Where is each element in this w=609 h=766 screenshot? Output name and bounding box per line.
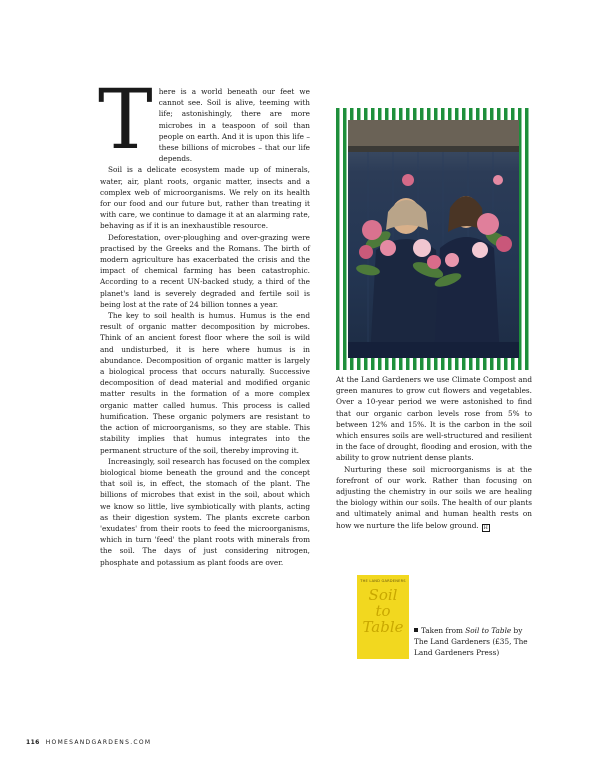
- gardeners-illustration: [348, 120, 519, 358]
- paragraph-4: The key to soil health is humus. Humus is the end result of organic matter decomposition by microbes. Think of an ancient forest floor where the soil is wild and undisturbed, it is here where humus is in abundance. Decomposition of organic matter is largely a biological process that occurs naturally. Successive decomposition of dead material and modified organic matter results in the formation of a more complex organic matter called humus. This process is called humification. These organic polymers are resistant to the action of microorganisms, so they are stable. This stability implies that humus integrates into the permanent structure of the soil, thereby improving it.: [100, 311, 310, 455]
- site-url: HOMESANDGARDENS.COM: [45, 739, 152, 746]
- paragraph-5: Increasingly, soil research has focused on the complex biological biome beneath the ground and the concept that soil is, in effect, the stomach of the plant. The billions of microbes that exist in the soil, about which we know so little, live symbiotically with plants, acting as their digestion system. The plants excrete carbon 'exudates' from their roots to feed the microorganisms, which in turn 'feed' the plant roots with minerals from the soil. The days of just considering nitrogen, phosphate and potassium as plant foods are over.: [100, 456, 310, 567]
- paragraph-2: Soil is a delicate ecosystem made up of minerals, water, air, plant roots, organic matter, insects and a complex web of microorganisms. We rely on its health for our food and our future but, rather than treating it with care, we continue to damage it at an alarming rate, behaving as if it is an inexhaustible resource.: [100, 165, 310, 231]
- book-cover: [357, 575, 409, 659]
- paragraph-7: Nurturing these soil microorganisms is at the forefront of our work. Rather than focusing on adjusting the chemistry in our soils we are healing the biology within our soils. The health of our plants and ultimately animal and human health rests on how we nurture the life below ground. H: [336, 464, 532, 531]
- paragraph-6: At the Land Gardeners we use Climate Compost and green manures to grow cut flowers and vegetables. Over a 10-year period we were astonished to find that our organic carbon levels rose from 5% to between 12% and 15%. It is the carbon in the soil which ensures soils are well-structured and resilient in the face of drought, flooding and erosion, with the ability to grow nutrient dense plants.: [336, 375, 532, 463]
- book-title: Soil to Table: [362, 586, 404, 636]
- book-publisher: THE LAND GARDENERS: [360, 579, 406, 583]
- gardeners-photo: [348, 120, 519, 358]
- page-number: 116: [26, 739, 40, 746]
- article-left-column: [98, 73, 310, 568]
- end-mark-icon: H: [483, 524, 488, 531]
- caption-book-title: Soil to Table: [465, 626, 512, 635]
- page-footer: [26, 739, 151, 746]
- bullet-square-icon: [414, 628, 418, 632]
- drop-cap: T: [98, 73, 153, 168]
- paragraph-3: Deforestation, over-ploughing and over-grazing were practised by the Greeks and the Romans. The birth of modern agriculture has exacerbated the crisis and the impact of chemical farming has been catastrophic. According to a recent UN-backed study, a third of the planet's land is severely degraded and fertile soil is being lost at the rate of 24 billion tonnes a year.: [100, 232, 310, 309]
- paragraph-1: There is a world beneath our feet we cannot see. Soil is alive, teeming with life; astonishingly, there are more microbes in a teaspoon of soil than people on earth. And it is upon this life – these billions of microbes – that our life depends.: [98, 73, 310, 168]
- article-right-column: [336, 374, 532, 532]
- photo-striped-frame: [336, 108, 531, 370]
- book-caption: Taken from Soil to Table by The Land Gardeners (£35, The Land Gardeners Press): [414, 626, 528, 658]
